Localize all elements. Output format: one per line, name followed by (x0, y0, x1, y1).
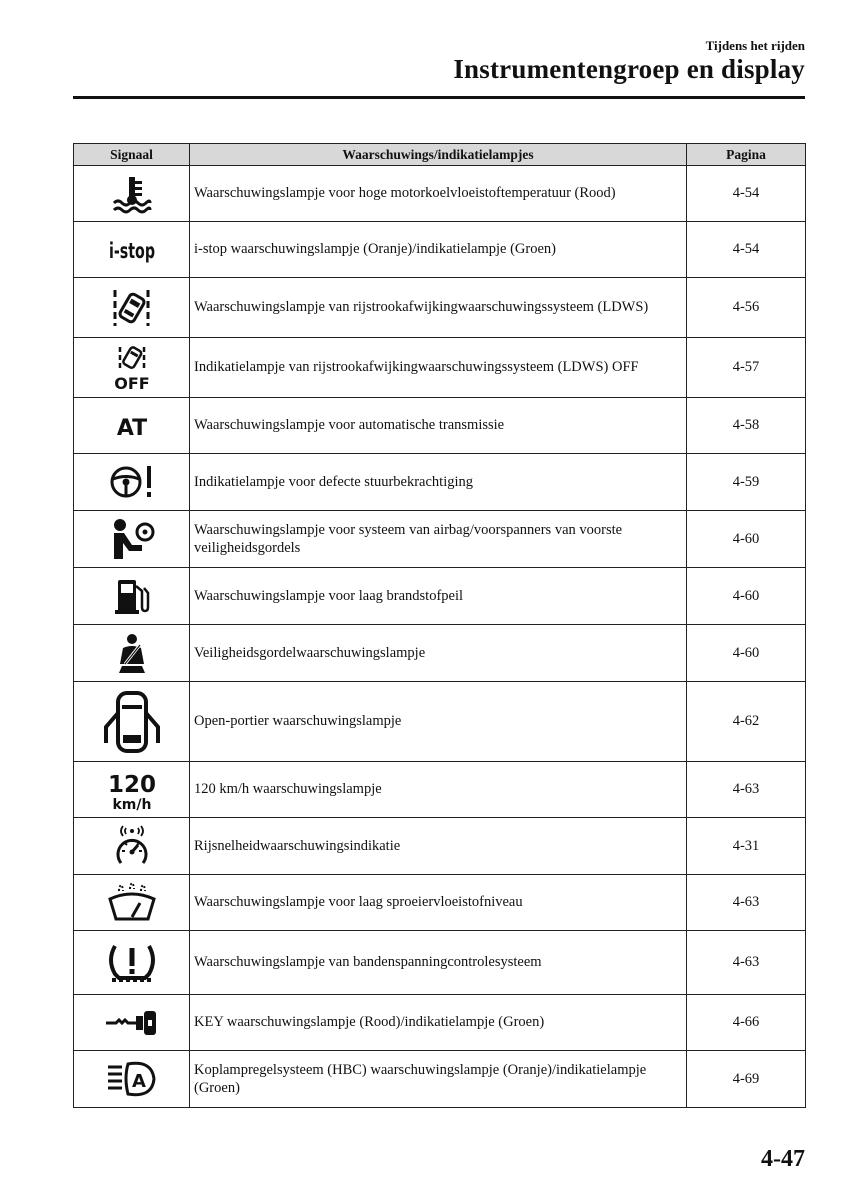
at-icon-text: AT (116, 415, 147, 441)
table-row (74, 398, 806, 454)
row-page: 4-60 (687, 511, 806, 568)
row-description: Waarschuwingslampje van rijstrookafwijkingwaarschuwingssysteem (LDWS) (190, 278, 687, 338)
table-row (74, 875, 806, 931)
page-number: 4-47 (761, 1146, 805, 1172)
row-page: 4-59 (687, 454, 806, 511)
table-row (74, 625, 806, 682)
row-description: Waarschuwingslampje voor automatische transmissie (190, 398, 687, 454)
row-description: Koplampregelsysteem (HBC) waarschuwingslampje (Oranje)/indikatielampje (Groen) (190, 1051, 687, 1108)
row-page: 4-62 (687, 682, 806, 762)
tire-pressure-icon (104, 940, 160, 986)
row-description: Waarschuwingslampje voor hoge motorkoelvloeistoftemperatuur (Rood) (190, 166, 687, 222)
coolant-temperature-icon (110, 174, 154, 214)
row-page: 4-63 (687, 762, 806, 818)
high-beam-control-icon (106, 1059, 158, 1099)
table-row (74, 762, 806, 818)
table-header-row (74, 144, 806, 166)
header-lamps: Waarschuwings/indikatielampjes (190, 144, 687, 166)
lane-departure-icon (110, 286, 154, 330)
row-description: Rijsnelheidwaarschuwingsindikatie (190, 818, 687, 875)
i-stop-icon (104, 235, 160, 265)
table-row (74, 454, 806, 511)
header-signal: Signaal (74, 144, 190, 166)
airbag-icon (108, 517, 156, 561)
row-description: Waarschuwingslampje voor systeem van airbag/voorspanners van voorste veiligheidsgordels (190, 511, 687, 568)
fuel-level-icon (112, 576, 152, 616)
row-description: Waarschuwingslampje van bandenspanningcontrolesysteem (190, 931, 687, 995)
power-steering-icon (108, 462, 156, 502)
table-row (74, 568, 806, 625)
row-page: 4-56 (687, 278, 806, 338)
seatbelt-icon (112, 632, 152, 674)
row-description: Open-portier waarschuwingslampje (190, 682, 687, 762)
table-row (74, 1051, 806, 1108)
row-description: Indikatielampje van rijstrookafwijkingwaarschuwingssysteem (LDWS) OFF (190, 338, 687, 398)
row-page: 4-58 (687, 398, 806, 454)
lane-departure-off-icon (110, 345, 154, 391)
door-open-icon (102, 689, 162, 755)
row-description: Waarschuwingslampje voor laag brandstofpeil (190, 568, 687, 625)
row-description: KEY waarschuwingslampje (Rood)/indikatielampje (Groen) (190, 995, 687, 1051)
table-row (74, 222, 806, 278)
row-page: 4-57 (687, 338, 806, 398)
warning-lights-table (73, 143, 806, 1108)
row-page: 4-63 (687, 875, 806, 931)
row-page: 4-63 (687, 931, 806, 995)
header-page: Pagina (687, 144, 806, 166)
row-page: 4-60 (687, 568, 806, 625)
washer-fluid-icon (106, 883, 158, 923)
hbc-icon-text: A (131, 1071, 146, 1092)
speed-120-icon-unit: km/h (112, 796, 151, 813)
page-title: Instrumentengroep en display (453, 54, 805, 84)
table-row (74, 278, 806, 338)
table-row (74, 166, 806, 222)
row-page: 4-31 (687, 818, 806, 875)
title-rule (73, 96, 805, 99)
table-row (74, 818, 806, 875)
row-description: Indikatielampje voor defecte stuurbekrachtiging (190, 454, 687, 511)
row-page: 4-69 (687, 1051, 806, 1108)
row-page: 4-54 (687, 222, 806, 278)
row-page: 4-54 (687, 166, 806, 222)
row-description: Veiligheidsgordelwaarschuwingslampje (190, 625, 687, 682)
speed-120-icon-number: 120 (107, 771, 156, 798)
automatic-transmission-icon (110, 411, 154, 441)
speed-120-icon (108, 768, 156, 812)
row-description: Waarschuwingslampje voor laag sproeiervloeistofniveau (190, 875, 687, 931)
table-row (74, 511, 806, 568)
off-icon-text: OFF (113, 373, 150, 393)
table-row (74, 338, 806, 398)
table-row (74, 682, 806, 762)
table-row (74, 931, 806, 995)
i-stop-icon-text: i-stop (108, 238, 155, 263)
row-description: i-stop waarschuwingslampje (Oranje)/indikatielampje (Groen) (190, 222, 687, 278)
key-icon (104, 1007, 160, 1039)
table-row (74, 995, 806, 1051)
speed-alarm-icon (110, 825, 154, 867)
row-page: 4-60 (687, 625, 806, 682)
row-page: 4-66 (687, 995, 806, 1051)
section-label: Tijdens het rijden (705, 38, 805, 53)
row-description: 120 km/h waarschuwingslampje (190, 762, 687, 818)
